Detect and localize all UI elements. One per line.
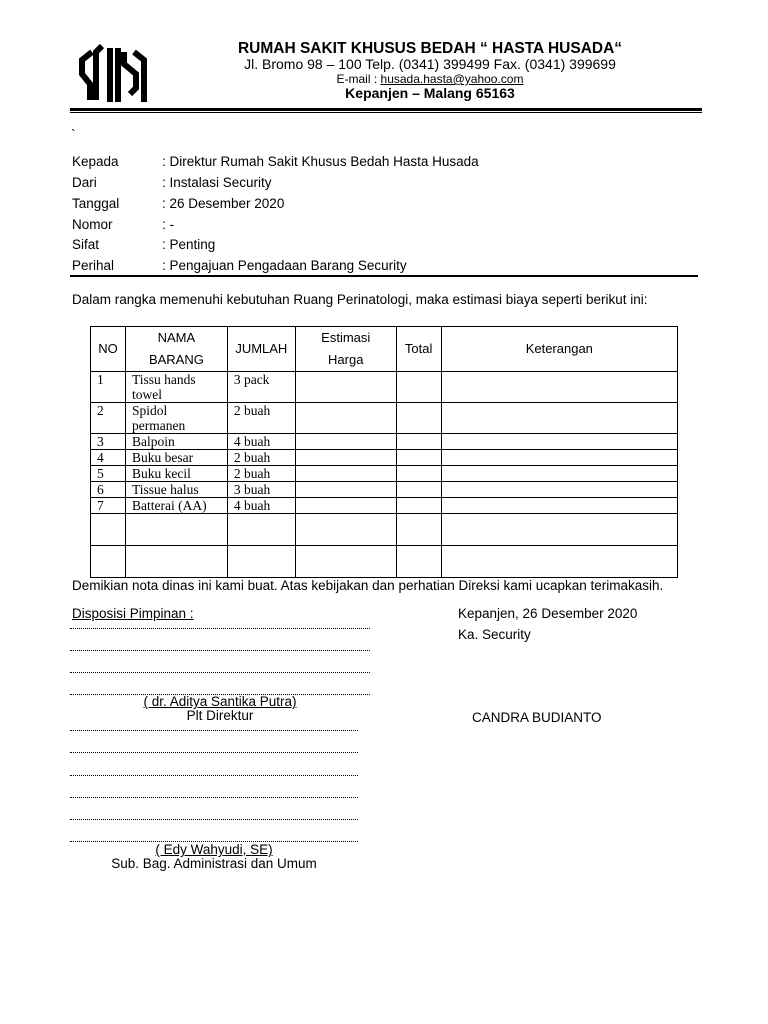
header-estimasi-harga <box>295 327 396 372</box>
table-row-empty <box>91 514 678 546</box>
cell-estimasi <box>295 466 396 482</box>
cell-nama: Spidol permanen <box>125 403 227 434</box>
cell-keterangan <box>441 466 677 482</box>
cell-jumlah: 3 buah <box>227 482 295 498</box>
table-row <box>91 482 678 498</box>
disposisi-dotted-line <box>70 752 358 753</box>
cell-total <box>396 466 441 482</box>
sender-name: CANDRA BUDIANTO <box>472 710 602 725</box>
cell-estimasi <box>295 403 396 434</box>
cell-nama: Tissue halus <box>125 482 227 498</box>
header-nama-line1: NAMA <box>157 330 196 345</box>
cell-jumlah: 4 buah <box>227 498 295 514</box>
memo-divider <box>70 275 698 277</box>
table-row <box>91 434 678 450</box>
cell-no: 2 <box>91 403 126 434</box>
cell-jumlah: 2 buah <box>227 403 295 434</box>
cell-jumlah: 3 pack <box>227 372 295 403</box>
email-link[interactable]: husada.hasta@yahoo.com <box>380 72 524 86</box>
table-row <box>91 466 678 482</box>
cell-nama: Tissu hands towel <box>125 372 227 403</box>
cell-nama: Buku besar <box>125 450 227 466</box>
cell-no: 4 <box>91 450 126 466</box>
header-nama-line2: BARANG <box>148 352 204 367</box>
place-date: Kepanjen, 26 Desember 2020 <box>458 606 638 621</box>
header-total: Total <box>396 327 441 372</box>
disposisi-dotted-line <box>70 775 358 776</box>
header-jumlah: JUMLAH <box>227 327 295 372</box>
intro-paragraph: Dalam rangka memenuhi kebutuhan Ruang Perinatologi, maka estimasi biaya seperti berikut ini: <box>72 292 648 307</box>
signer1-role: Plt Direktur <box>186 708 254 723</box>
memo-value-nomor: : - <box>162 217 174 232</box>
cell-total <box>396 450 441 466</box>
hospital-address: Jl. Bromo 98 – 100 Telp. (0341) 399499 Fax. (0341) 399699 <box>244 56 616 72</box>
cell-no: 1 <box>91 372 126 403</box>
cell-no: 5 <box>91 466 126 482</box>
signer2-role: Sub. Bag. Administrasi dan Umum <box>111 856 317 871</box>
hospital-name: RUMAH SAKIT KHUSUS BEDAH “ HASTA HUSADA“ <box>237 40 623 57</box>
disposisi-dotted-line <box>70 730 358 731</box>
cell-jumlah: 2 buah <box>227 450 295 466</box>
header-nama-barang <box>125 327 227 372</box>
email-label: E-mail : <box>336 72 381 86</box>
memo-value-kepada: : Direktur Rumah Sakit Khusus Bedah Hasta Husada <box>162 154 479 169</box>
cell-no: 7 <box>91 498 126 514</box>
disposisi-dotted-line <box>70 650 370 651</box>
header-keterangan: Keterangan <box>441 327 677 372</box>
memo-label-sifat: Sifat <box>72 237 100 252</box>
memo-label-nomor: Nomor <box>72 217 113 232</box>
table-row <box>91 450 678 466</box>
table-row-empty <box>91 546 678 578</box>
memo-value-tanggal: : 26 Desember 2020 <box>162 196 285 211</box>
memo-label-kepada: Kepada <box>72 154 119 169</box>
cell-estimasi <box>295 450 396 466</box>
cell-total <box>396 372 441 403</box>
memo-value-perihal: : Pengajuan Pengadaan Barang Security <box>162 258 407 273</box>
cell-estimasi <box>295 482 396 498</box>
header-divider <box>70 108 702 111</box>
hospital-city: Kepanjen – Malang 65163 <box>345 85 515 101</box>
cell-keterangan <box>441 498 677 514</box>
closing-paragraph: Demikian nota dinas ini kami buat. Atas kebijakan dan perhatian Direksi kami ucapkan terimakasih. <box>72 578 664 593</box>
cell-total <box>396 498 441 514</box>
cell-nama: Batterai (AA) <box>125 498 227 514</box>
signer2-name: ( Edy Wahyudi, SE) <box>155 842 273 857</box>
items-table <box>90 326 678 578</box>
cell-total <box>396 403 441 434</box>
cell-no: 6 <box>91 482 126 498</box>
cell-total <box>396 482 441 498</box>
cell-total <box>396 434 441 450</box>
disposisi-title: Disposisi Pimpinan : <box>72 606 194 621</box>
disposisi-dotted-line <box>70 819 358 820</box>
cell-keterangan <box>441 372 677 403</box>
cell-no: 3 <box>91 434 126 450</box>
table-row <box>91 498 678 514</box>
header-estimasi-line1: Estimasi <box>321 330 371 345</box>
cell-estimasi <box>295 372 396 403</box>
cell-estimasi <box>295 434 396 450</box>
disposisi-dotted-line <box>70 628 370 629</box>
cell-nama: Buku kecil <box>125 466 227 482</box>
cell-jumlah: 4 buah <box>227 434 295 450</box>
disposisi-dotted-line <box>70 672 370 673</box>
hospital-logo-icon <box>78 44 150 106</box>
table-row <box>91 403 678 434</box>
cell-nama: Balpoin <box>125 434 227 450</box>
cell-keterangan <box>441 482 677 498</box>
cell-estimasi <box>295 498 396 514</box>
cell-jumlah: 2 buah <box>227 466 295 482</box>
signer1-name: ( dr. Aditya Santika Putra) <box>143 694 297 709</box>
cell-keterangan <box>441 403 677 434</box>
memo-label-dari: Dari <box>72 175 97 190</box>
memo-label-tanggal: Tanggal <box>72 196 120 211</box>
sender-role: Ka. Security <box>458 627 531 642</box>
cell-keterangan <box>441 450 677 466</box>
memo-value-sifat: : Penting <box>162 237 216 252</box>
header-no: NO <box>91 327 126 372</box>
memo-label-perihal: Perihal <box>72 258 115 273</box>
cell-keterangan <box>441 434 677 450</box>
disposisi-dotted-line <box>70 797 358 798</box>
table-row <box>91 372 678 403</box>
header-estimasi-line2: Harga <box>328 352 364 367</box>
header-divider-thin <box>70 112 702 113</box>
stray-mark: ` <box>71 126 76 142</box>
table-header-row <box>91 327 678 372</box>
memo-value-dari: : Instalasi Security <box>162 175 272 190</box>
hospital-email-line <box>160 72 700 86</box>
